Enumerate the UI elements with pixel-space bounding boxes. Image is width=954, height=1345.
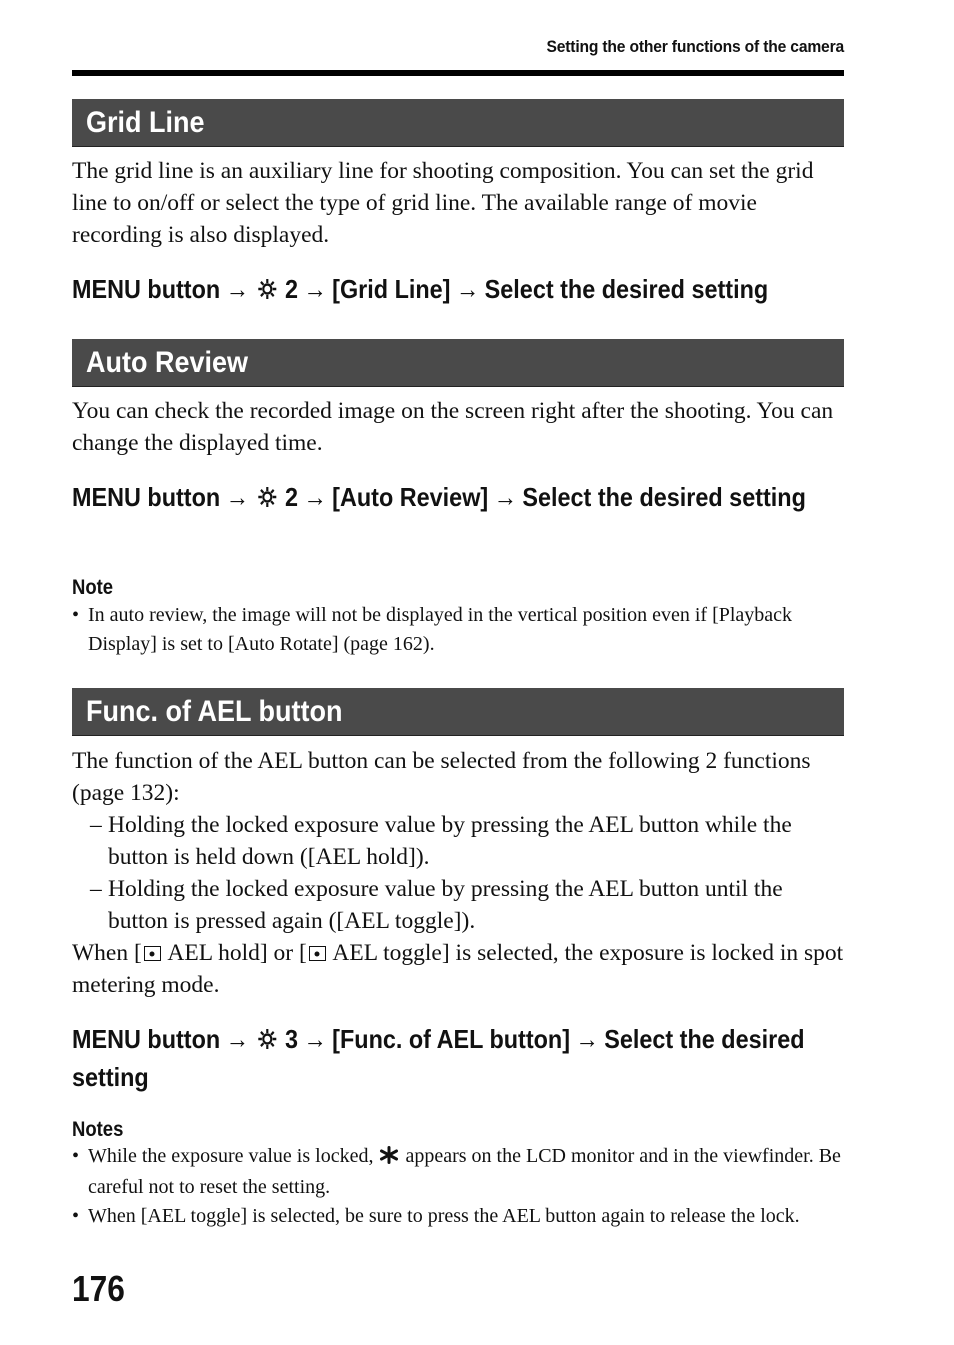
section-heading-auto-review xyxy=(72,339,844,387)
ael-lock-icon xyxy=(379,1144,399,1173)
notes-list xyxy=(72,1142,844,1231)
arrow-icon: → xyxy=(225,274,249,304)
dash-item-text: Holding the locked exposure value by pressing the AEL button while the button is held down ([AEL hold]). xyxy=(108,812,792,870)
note-title: Note xyxy=(72,576,114,599)
notes-title: Notes xyxy=(72,1118,124,1141)
bullet: • xyxy=(72,604,80,626)
menu-item-label: [Auto Review] xyxy=(332,482,489,512)
menu-button-label: MENU button xyxy=(72,274,221,304)
dash: – xyxy=(90,812,102,838)
note-text: In auto review, the image will not be displayed in the vertical position even if [Playback Display] is set to [Auto Rotate] (page 162). xyxy=(88,604,793,655)
menu-button-label: MENU button xyxy=(72,1024,221,1054)
tab-number: 2 xyxy=(284,274,298,304)
arrow-icon: → xyxy=(303,274,327,304)
menu-path-auto-review xyxy=(72,480,810,518)
menu-button-label: MENU button xyxy=(72,482,221,512)
section-heading-text: Auto Review xyxy=(86,345,249,379)
running-header: Setting the other functions of the camera xyxy=(546,37,844,56)
spot-metering-icon xyxy=(309,946,326,961)
spot-metering-paragraph xyxy=(72,937,844,1001)
tab-number: 3 xyxy=(284,1024,298,1054)
paragraph: The grid line is an auxiliary line for shooting composition. You can set the grid line to on/off or select the type of grid line. The available range of movie recording is also displayed. xyxy=(72,158,814,248)
note-text: When [AEL toggle] is selected, be sure to press the AEL button again to release the lock. xyxy=(88,1205,800,1227)
action-label: Select the desired setting xyxy=(72,1024,805,1092)
text-fragment: AEL hold] or [ xyxy=(162,940,307,966)
section-heading-func-ael xyxy=(72,688,844,736)
menu-item-label: [Func. of AEL button] xyxy=(332,1024,571,1054)
section-heading-text: Func. of AEL button xyxy=(86,694,343,728)
note-item xyxy=(72,601,844,659)
bullet: • xyxy=(72,1205,80,1227)
note-text: While the exposure value is locked, xyxy=(88,1145,374,1167)
tab-number: 2 xyxy=(284,482,298,512)
paragraph: You can check the recorded image on the screen right after the shooting. You can change the displayed time. xyxy=(72,398,834,456)
auto-review-description xyxy=(72,395,844,459)
ael-description xyxy=(72,745,844,1001)
header-rule xyxy=(72,70,844,76)
arrow-icon: → xyxy=(225,1024,249,1054)
action-label: Select the desired setting xyxy=(522,482,806,512)
spot-metering-icon xyxy=(144,946,161,961)
section-heading-grid-line xyxy=(72,99,844,147)
arrow-icon: → xyxy=(303,1024,327,1054)
arrow-icon: → xyxy=(225,482,249,512)
arrow-icon: → xyxy=(493,482,517,512)
page-number: 176 xyxy=(72,1268,125,1309)
arrow-icon: → xyxy=(575,1024,599,1054)
arrow-icon: → xyxy=(455,274,480,304)
bullet: • xyxy=(72,1145,80,1167)
gear-icon xyxy=(256,483,278,518)
menu-path-grid-line xyxy=(72,272,792,310)
grid-line-description xyxy=(72,155,844,251)
note-item xyxy=(72,1142,844,1202)
section-heading-text: Grid Line xyxy=(86,105,205,139)
dash-list-item xyxy=(72,873,844,937)
note-text: appears on the LCD monitor and in the viewfinder. Be careful not to reset the setting. xyxy=(88,1145,841,1198)
menu-path-func-ael xyxy=(72,1022,810,1095)
text-fragment: When [ xyxy=(72,940,142,966)
action-label: Select the desired setting xyxy=(484,274,769,304)
gear-icon xyxy=(256,275,278,310)
dash-list-item xyxy=(72,809,844,873)
paragraph: The function of the AEL button can be selected from the following 2 functions (page 132): xyxy=(72,748,811,806)
text-fragment: AEL toggle] is selected, the exposure is locked in spot metering mode. xyxy=(72,940,844,998)
gear-icon xyxy=(256,1025,278,1060)
menu-item-label: [Grid Line] xyxy=(332,274,451,304)
arrow-icon: → xyxy=(303,482,327,512)
note-list xyxy=(72,601,844,659)
dash-item-text: Holding the locked exposure value by pressing the AEL button until the button is pressed again ([AEL toggle]). xyxy=(108,876,783,934)
dash: – xyxy=(90,876,102,902)
note-item xyxy=(72,1202,844,1231)
